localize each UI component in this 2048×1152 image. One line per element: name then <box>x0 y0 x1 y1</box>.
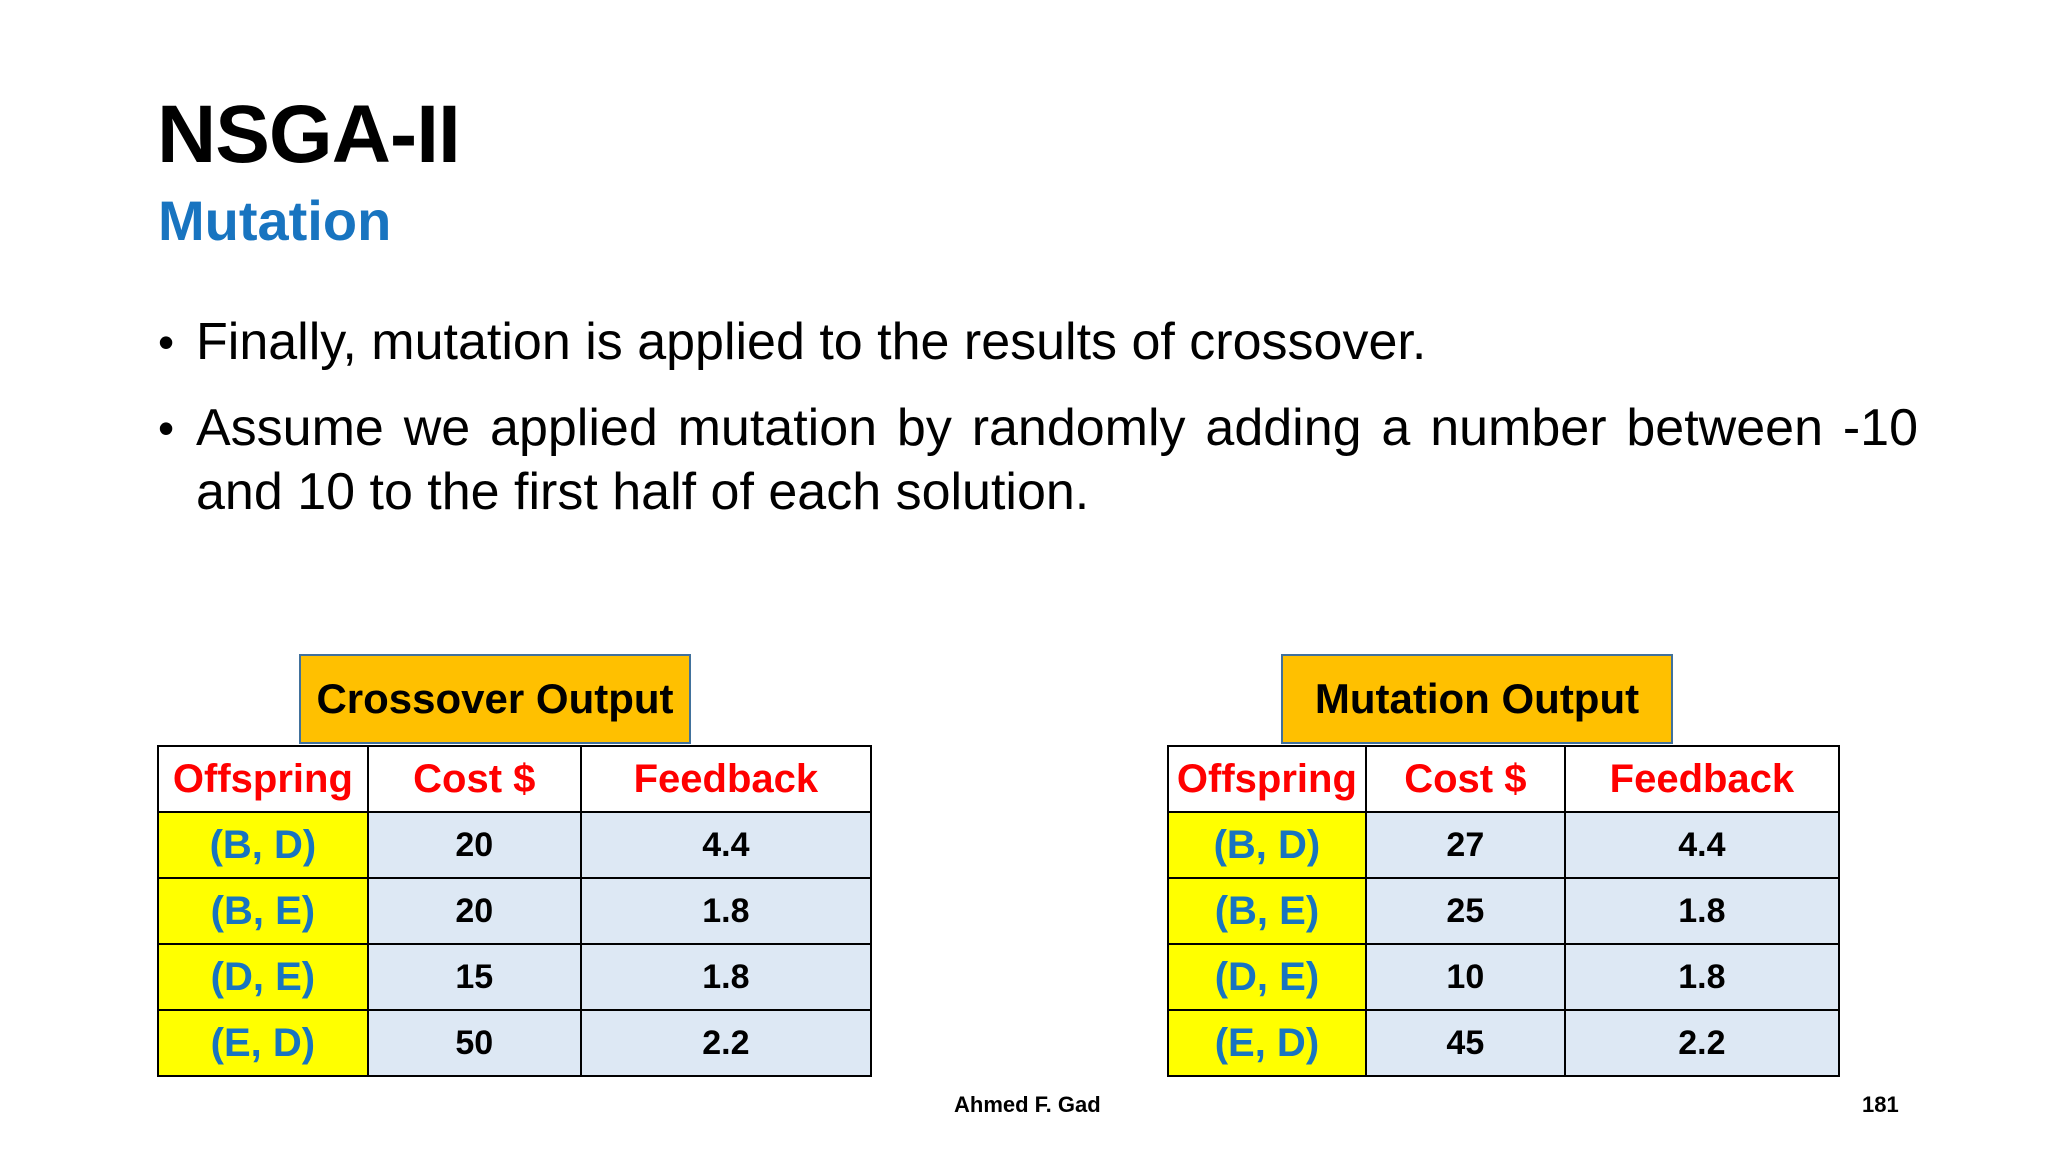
offspring-cell: (D, E) <box>158 944 368 1010</box>
table-row <box>158 878 871 944</box>
table-row <box>158 812 871 878</box>
feedback-cell: 4.4 <box>1565 812 1839 878</box>
table-row <box>1168 878 1839 944</box>
column-header-offspring: Offspring <box>158 746 368 812</box>
column-header-feedback: Feedback <box>1565 746 1839 812</box>
slide-title: NSGA-II <box>157 89 460 180</box>
cost-cell: 45 <box>1366 1010 1565 1076</box>
mutation-table <box>1167 745 1840 1077</box>
column-header-feedback: Feedback <box>581 746 871 812</box>
cost-cell: 50 <box>368 1010 581 1076</box>
offspring-cell: (E, D) <box>1168 1010 1366 1076</box>
table-row <box>158 944 871 1010</box>
offspring-cell: (B, E) <box>158 878 368 944</box>
table-header-row <box>1168 746 1839 812</box>
feedback-cell: 4.4 <box>581 812 871 878</box>
crossover-table <box>157 745 872 1077</box>
table-row <box>1168 812 1839 878</box>
cost-cell: 27 <box>1366 812 1565 878</box>
table-row <box>1168 1010 1839 1076</box>
bullet-list <box>158 310 1918 546</box>
bullet-text: Assume we applied mutation by randomly adding a number between -10 and 10 to the first half of each solution. <box>196 399 1918 521</box>
offspring-cell: (B, D) <box>1168 812 1366 878</box>
offspring-cell: (B, D) <box>158 812 368 878</box>
cost-cell: 20 <box>368 878 581 944</box>
cost-cell: 15 <box>368 944 581 1010</box>
mutation-output-label: Mutation Output <box>1281 654 1673 744</box>
feedback-cell: 1.8 <box>581 944 871 1010</box>
offspring-cell: (B, E) <box>1168 878 1366 944</box>
feedback-cell: 1.8 <box>1565 878 1839 944</box>
column-header-cost: Cost $ <box>1366 746 1565 812</box>
bullet-text: Finally, mutation is applied to the results of crossover. <box>196 313 1427 371</box>
feedback-cell: 2.2 <box>1565 1010 1839 1076</box>
footer-author: Ahmed F. Gad <box>954 1092 1101 1117</box>
bullet-icon: • <box>158 316 175 368</box>
bullet-icon: • <box>158 402 175 454</box>
cost-cell: 10 <box>1366 944 1565 1010</box>
column-header-offspring: Offspring <box>1168 746 1366 812</box>
cost-cell: 20 <box>368 812 581 878</box>
bullet-item <box>158 310 1918 374</box>
offspring-cell: (D, E) <box>1168 944 1366 1010</box>
slide-subtitle: Mutation <box>158 189 392 252</box>
table-header-row <box>158 746 871 812</box>
column-header-cost: Cost $ <box>368 746 581 812</box>
feedback-cell: 1.8 <box>581 878 871 944</box>
cost-cell: 25 <box>1366 878 1565 944</box>
table-row <box>158 1010 871 1076</box>
feedback-cell: 1.8 <box>1565 944 1839 1010</box>
bullet-item <box>158 396 1918 524</box>
feedback-cell: 2.2 <box>581 1010 871 1076</box>
crossover-output-label: Crossover Output <box>299 654 691 744</box>
offspring-cell: (E, D) <box>158 1010 368 1076</box>
table-row <box>1168 944 1839 1010</box>
page-number: 181 <box>1862 1092 1899 1117</box>
